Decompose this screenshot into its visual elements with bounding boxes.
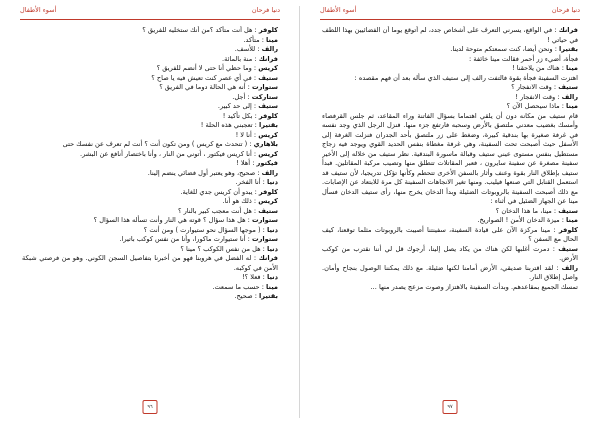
line-text: : ونحن أيضا، كنت سمعتكم متوحة لدينا.	[450, 45, 557, 53]
speaker-name: بقتيرا	[259, 292, 278, 300]
line-text: : ميزة الدخان الأمن ! الصواريخ.	[477, 216, 564, 224]
speaker-name: رالف	[261, 45, 278, 53]
line-text: : يبدو أن كريس جدي للغاية.	[180, 187, 257, 196]
dialogue-line	[22, 283, 278, 293]
page-number: ٩٦	[143, 400, 158, 414]
line-text: : صحيح، وهو يعتبر أول فضائي ينضم إلينا.	[147, 168, 260, 177]
speaker-name: فرانك	[258, 54, 278, 63]
speaker-name: رالف	[561, 263, 578, 272]
line-text: اهتزت السفينة فجأة بقوة فالتفت رالف إلى ستيف الذي سأله بعد أن فهم مقصده :	[354, 73, 578, 82]
speaker-name: مينا	[566, 64, 578, 72]
dialogue-line	[322, 45, 578, 55]
dialogue-line	[22, 254, 278, 273]
line-text: : للأسف.	[234, 45, 260, 53]
speaker-name: ستيف	[258, 102, 278, 110]
line-text: : فعلا ؟!	[242, 273, 265, 281]
page-header	[320, 6, 580, 20]
speaker-name: ستيف	[258, 73, 278, 82]
line-text: : منة بالمائة.	[221, 54, 257, 63]
line-text: : هل أنت معجب كبير بالنار ؟	[178, 206, 257, 215]
speaker-name: كلوفر	[258, 111, 278, 120]
line-text: : إلى حد كبير.	[217, 102, 257, 110]
line-text: : مينا مركزة الآن على قيادة السفينة، سفينتنا أصيبت بالروبوتات مثلما توقعنا، كيف الحال مع السفن ؟	[322, 225, 578, 243]
dialogue-line	[22, 150, 278, 160]
dialogue-line	[22, 36, 278, 46]
line-text: : ماذا سيحصل الآن ؟	[506, 102, 564, 110]
line-text: : أنا لا !	[235, 130, 257, 139]
dialogue-line	[322, 26, 578, 45]
dialogue-line	[22, 140, 278, 150]
page-header	[20, 6, 280, 20]
line-text: : وما حظي أنا حتى لا أنضم للفريق ؟	[156, 64, 257, 72]
dialogue-line	[322, 264, 578, 283]
header-book-title: أسوء الأطفال	[320, 6, 357, 14]
dialogue-line	[22, 245, 278, 255]
dialogue-line	[22, 64, 278, 74]
dialogue-line	[22, 83, 278, 93]
dialogue-line	[22, 169, 278, 179]
line-text: : صحيح.	[234, 292, 257, 300]
dialogue-line	[22, 273, 278, 283]
speaker-name: دنيا	[266, 273, 278, 281]
dialogue-line	[22, 188, 278, 198]
speaker-name: ستوارت	[252, 216, 278, 224]
line-text: : أنا كريس فيكتور ، أتوني من النار ، وأنا باختصار أنافع عن البشر.	[79, 149, 257, 158]
line-text: : أنا ستيوارت ماكورا، وأنا من نفس كوكب باتيرا.	[119, 235, 250, 243]
page-body	[22, 26, 278, 390]
line-text: : له الفضل في هروبنا فهو من أخبرنا بتفاصيل السجن الكوني. وهو من فرصتي شبكة الأمن في كوكبه.	[22, 254, 278, 272]
speaker-name: كريس	[258, 197, 278, 205]
speaker-name: بقتيرا	[259, 121, 278, 129]
page-body	[322, 26, 578, 390]
speaker-name: كلوفر	[558, 225, 578, 234]
dialogue-line	[22, 131, 278, 141]
dialogue-line	[22, 26, 278, 36]
line-text: : لقد اقتربنا صديقي، الأرض أمامنا لكنها ضئيلة. مع ذلك يمكننا الوصول بنجاح وأمان. واصل إطلاق النار.	[322, 263, 578, 281]
line-text: : ( موجها السؤال نحو ستيوارت ) ومن أنت ؟	[143, 225, 265, 234]
speaker-name: ستوارت	[252, 235, 278, 243]
header-author: دنيا فرحان	[251, 6, 280, 14]
line-text: : هل أنت متأكد ؟من أنك ستخليه للفريق ؟	[142, 26, 257, 34]
line-text: : أجل.	[232, 92, 250, 101]
line-text: : أنه هي الحالة دوما في الفريق ؟	[159, 83, 250, 91]
dialogue-line	[22, 55, 278, 65]
right-page	[300, 0, 600, 424]
header-rule	[320, 19, 580, 20]
dialogue-line	[322, 93, 578, 103]
dialogue-line	[22, 197, 278, 207]
header-author: دنيا فرحان	[551, 6, 580, 14]
speaker-name: فيكتور	[256, 159, 278, 167]
speaker-name: فرانك	[558, 26, 578, 34]
dialogue-line	[322, 64, 578, 74]
dialogue-line	[22, 93, 278, 103]
line-text: : مينا، ما هذا الدخان ؟	[495, 206, 557, 215]
dialogue-line	[322, 83, 578, 93]
dialogue-line	[322, 74, 578, 84]
line-text: : دمرت أغلبها لكن هناك من يكاد يصل إلينا، أرجوك قل لي أننا نقترب من كوكب الأرض.	[322, 244, 578, 262]
speaker-name: ستاركت	[251, 92, 278, 101]
speaker-name: كلوفر	[258, 187, 278, 196]
speaker-name: كلوفر	[258, 26, 278, 34]
speaker-name: ستيف	[258, 206, 278, 215]
speaker-name: رالف	[561, 92, 578, 101]
dialogue-line	[322, 207, 578, 217]
speaker-name: فرانك	[258, 254, 278, 262]
speaker-name: مينا	[266, 35, 278, 44]
line-text: : وقت الانفجار ؟	[511, 83, 557, 91]
dialogue-line	[322, 216, 578, 226]
speaker-name: مينا	[266, 282, 278, 291]
speaker-name: دنيا	[266, 244, 278, 253]
dialogue-line	[322, 112, 578, 207]
line-text: : ( تتحدث مع كريس ) ومن تكون أنت ؟ أنت لم تعرف عن نفسك حتى	[62, 140, 252, 148]
line-text: فجأة، أضيء زر أحمر فقالت مينا خائفة :	[469, 54, 578, 63]
speaker-name: مينا	[566, 102, 578, 110]
line-text: : متأكد.	[243, 35, 264, 44]
speaker-name: رالف	[261, 168, 278, 177]
speaker-name: كريس	[258, 130, 278, 139]
dialogue-line	[22, 178, 278, 188]
dialogue-line	[22, 226, 278, 236]
dialogue-line	[22, 207, 278, 217]
line-text: : أنا الفخر.	[235, 178, 265, 186]
dialogue-line	[322, 283, 578, 293]
dialogue-line	[322, 226, 578, 245]
header-rule	[20, 19, 280, 20]
line-text: : هل من نفس الكوكب ؟ مينا ؟	[180, 244, 265, 253]
page-number: ٩٧	[443, 400, 458, 414]
dialogue-line	[322, 102, 578, 112]
line-text: : حسب ما سمعت.	[212, 282, 264, 291]
line-text: : وقت الانفجار !	[515, 92, 560, 101]
dialogue-line	[22, 74, 278, 84]
dialogue-line	[322, 55, 578, 65]
line-text: : هناك من يلاحقنا !	[512, 64, 564, 72]
speaker-name: ستوارت	[252, 83, 278, 91]
line-text: : في الواقع، يسرني التعرف على أشخاص جدد، لم أتوقع يوما أن الفضائيين بهذا اللطف في حياتي !	[322, 26, 578, 44]
speaker-name: كريس	[258, 64, 278, 72]
line-text: : تعجبني هذه الحلة !	[200, 121, 257, 129]
line-text: : في أي عصر كنت تعيش فيه يا صاح ؟	[151, 73, 257, 82]
dialogue-line	[22, 102, 278, 112]
line-text: : ذلك هو أنا.	[222, 197, 257, 205]
speaker-name: بلاهاري	[253, 140, 278, 148]
dialogue-line	[322, 245, 578, 264]
speaker-name: ستيف	[558, 83, 578, 91]
dialogue-line	[22, 235, 278, 245]
line-text: قام ستيف من مكانه دون أن يلقي اهتماما بسؤال الفاتنة وراء المقاعد، ثم جلس القرفصاء وأمسك بغضيب معدني ملتصق بالأرض وسحبه فارتفع جزء منها. فنزل الرجل الذي وجد نفسه في غرفة صغيرة بها بندقية كبيرة، وضغط على زر ملتصق بأحد الجدران فنزلت الغرفة إلى الأسفل حيث أصبحت تحت السفينة، وهي غرفة مغطاة بنفس الحديد القوي ويوجد فيه زجاج مستطيل بنفس مستوى عيني ستيف وقبالة ماسورة البندقية. نظر ستيف من خلاله إلى الأخير سفينة مصغرة عن سفينة سايرون ، فعبر المقاتلات تتطلق منها وتصيب مركبة المقاتلين. فبدأ ستيف بإطلاق النار بقوة وعنف وأثار بالسفن الأخرى تتحطم وكأنها تؤكل تدريجيا، لأن ستيف قد استعمل القنابل التي صنعها فيليب. ومنها تغير الانجاهات السفينة كل مرة للابتعاد عن الإصابات. مع ذلك أصبحت السفينة بالروبوتات الضئيلة وبدأ الدخان يخرج منها، رأى ستيف الدخان فسأل مينا عن الجهاز الضئيل في أثناء :	[322, 111, 578, 205]
speaker-name: بقتيرا	[559, 45, 578, 53]
line-text: : أهلا !	[236, 159, 255, 167]
speaker-name: دنيا	[266, 225, 278, 234]
speaker-name: ستيف	[558, 206, 578, 215]
line-text: : بكل تأكيد !	[222, 111, 257, 120]
dialogue-line	[22, 45, 278, 55]
line-text: : هل هذا سؤال ؟ قوته هي النار وأنت تسأله هذا السؤال ؟	[93, 216, 250, 224]
dialogue-line	[22, 159, 278, 169]
speaker-name: كريس	[258, 149, 278, 158]
speaker-name: دنيا	[266, 178, 278, 186]
dialogue-line	[22, 216, 278, 226]
dialogue-line	[22, 121, 278, 131]
header-book-title: أسوء الأطفال	[20, 6, 57, 14]
line-text: تمسك الجميع بمقاعدهم. وبدأت السفينة بالاهتزاز وصوت مزعج يصدر منها ...	[370, 282, 578, 291]
speaker-name: ستيف	[558, 244, 578, 253]
dialogue-line	[22, 112, 278, 122]
dialogue-line	[22, 292, 278, 302]
speaker-name: مينا	[566, 216, 578, 224]
